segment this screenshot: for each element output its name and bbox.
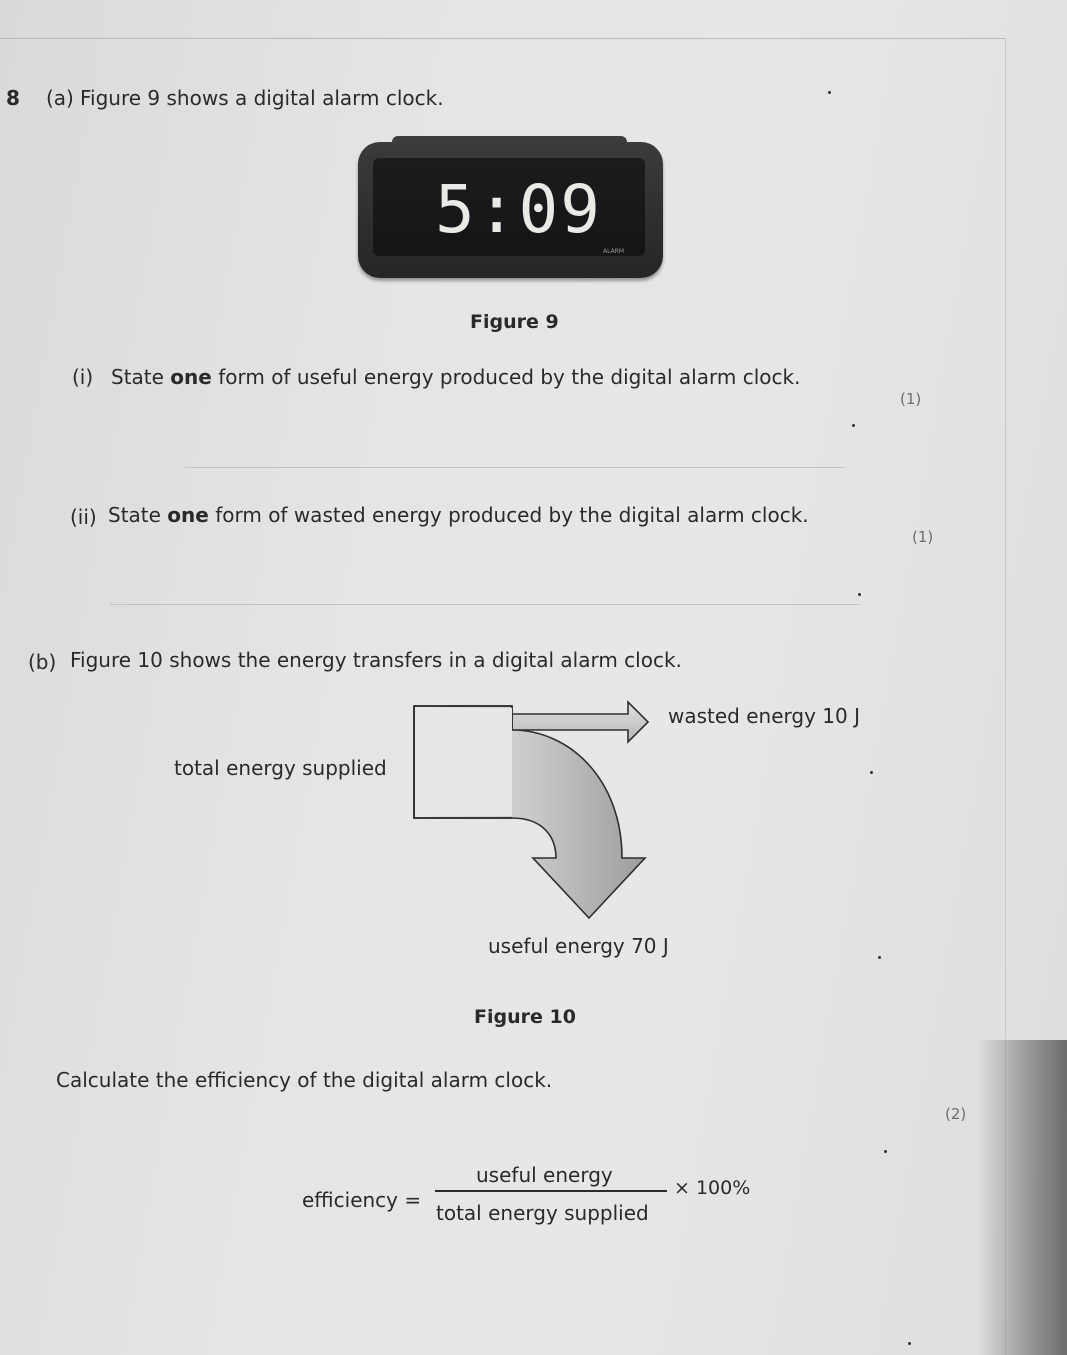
figure-9-caption: Figure 9 [470, 311, 559, 333]
part-a-ii-question: State one form of wasted energy produced by the digital alarm clock. [108, 503, 809, 527]
part-a-text: Figure 9 shows a digital alarm clock. [80, 86, 444, 110]
part-b-text: Figure 10 shows the energy transfers in a digital alarm clock. [70, 648, 682, 672]
page-shadow [977, 1040, 1067, 1355]
answer-dots [858, 593, 861, 596]
clock-alarm-label: ALARM [603, 248, 625, 255]
part-a-i-question: State one form of useful energy produced by the digital alarm clock. [111, 365, 801, 389]
part-a-ii-marks: (1) [912, 528, 934, 546]
formula-multiplier: × 100% [674, 1177, 751, 1199]
total-energy-label: total energy supplied [174, 756, 387, 780]
part-a-i-label: (i) [72, 365, 94, 389]
figure-10-caption: Figure 10 [474, 1006, 576, 1028]
fraction-bar [435, 1190, 667, 1192]
answer-dots [852, 424, 855, 427]
energy-transfer-diagram [400, 690, 670, 930]
formula-lhs: efficiency = [302, 1188, 422, 1212]
input-band-fill [416, 708, 512, 816]
part-a-ii-label: (ii) [70, 505, 97, 529]
part-a-i-marks: (1) [900, 390, 922, 408]
answer-line-a-ii[interactable] [110, 604, 860, 605]
clock-digits: 5:09 [435, 171, 602, 248]
margin-dot [908, 1342, 911, 1345]
answer-line-a-i[interactable] [185, 467, 845, 468]
formula-numerator: useful energy [476, 1163, 613, 1187]
question-number: 8 [6, 86, 20, 110]
formula-denominator: total energy supplied [436, 1201, 649, 1225]
wasted-energy-label: wasted energy 10 J [668, 704, 860, 728]
margin-dot [828, 91, 831, 94]
margin-dot [884, 1150, 887, 1153]
part-a-label: (a) [46, 86, 74, 110]
useful-energy-label: useful energy 70 J [488, 934, 669, 958]
calc-question: Calculate the efficiency of the digital alarm clock. [56, 1068, 553, 1092]
margin-dot [878, 956, 881, 959]
margin-dot [870, 771, 873, 774]
page-top-edge [0, 38, 1005, 39]
calc-marks: (2) [945, 1105, 967, 1123]
part-b-label: (b) [28, 650, 57, 674]
